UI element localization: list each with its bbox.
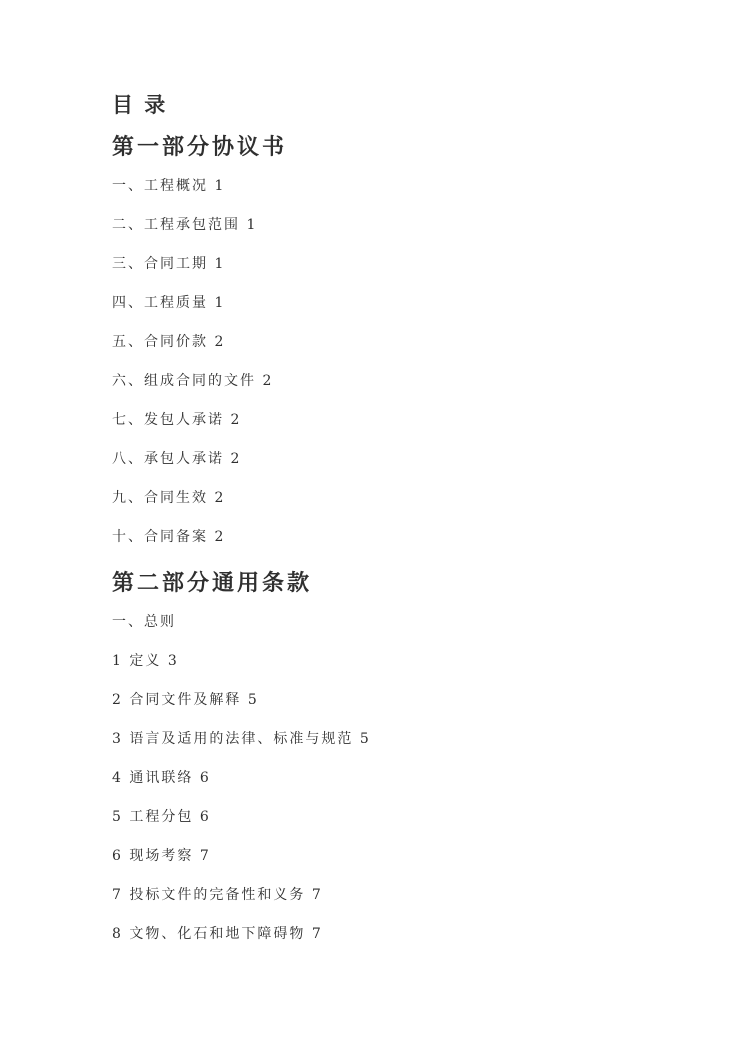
- toc-item: [112, 926, 684, 942]
- toc-item: [112, 653, 684, 669]
- toc-item-label: 九、合同生效: [112, 490, 208, 506]
- toc-item: [112, 848, 684, 864]
- section-heading-part1: 第一部分协议书: [112, 134, 288, 160]
- section-heading-part2: 第二部分通用条款: [112, 570, 313, 596]
- toc-item: [112, 178, 684, 194]
- toc-item: [112, 217, 684, 233]
- toc-item-label: 一、工程概况: [112, 178, 208, 194]
- toc-item-label: 一、总则: [112, 614, 176, 630]
- toc-item: [112, 887, 684, 903]
- toc-item-page: 6: [199, 809, 211, 825]
- toc-item-page: 2: [230, 451, 242, 467]
- toc-item: [112, 490, 684, 506]
- toc-item-label: 四、工程质量: [112, 295, 208, 311]
- toc-item: [112, 614, 684, 630]
- toc-item: [112, 451, 684, 467]
- toc-item-label: 五、合同价款: [112, 334, 208, 350]
- toc-item-label: 2 合同文件及解释: [112, 692, 242, 708]
- toc-section-part1: [112, 132, 684, 545]
- toc-item-page: 5: [247, 692, 259, 708]
- toc-item: [112, 295, 684, 311]
- toc-item-page: 5: [359, 731, 371, 747]
- toc-item-label: 十、合同备案: [112, 529, 208, 545]
- toc-item-page: 2: [214, 529, 226, 545]
- toc-item-page: 2: [262, 373, 274, 389]
- toc-item-label: 8 文物、化石和地下障碍物: [112, 926, 306, 942]
- toc-item: [112, 529, 684, 545]
- toc-item-page: 2: [214, 490, 226, 506]
- toc-item-page: 2: [230, 412, 242, 428]
- toc-item-label: 二、工程承包范围: [112, 217, 240, 233]
- toc-item: [112, 256, 684, 272]
- toc-item: [112, 770, 684, 786]
- toc-item-page: 7: [199, 848, 211, 864]
- toc-item-label: 三、合同工期: [112, 256, 208, 272]
- toc-item-label: 八、承包人承诺: [112, 451, 224, 467]
- toc-item-page: 1: [214, 256, 226, 272]
- toc-item: [112, 334, 684, 350]
- toc-item: [112, 692, 684, 708]
- toc-item-label: 3 语言及适用的法律、标准与规范: [112, 731, 354, 747]
- toc-item-page: 7: [311, 887, 323, 903]
- toc-item-page: 2: [214, 334, 226, 350]
- toc-item-page: 1: [246, 217, 258, 233]
- toc-item-label: 4 通讯联络: [112, 770, 194, 786]
- toc-item-label: 七、发包人承诺: [112, 412, 224, 428]
- toc-item-page: 1: [214, 178, 226, 194]
- table-of-contents: [112, 93, 684, 965]
- toc-item-label: 5 工程分包: [112, 809, 194, 825]
- toc-item-label: 7 投标文件的完备性和义务: [112, 887, 306, 903]
- toc-item-page: 6: [199, 770, 211, 786]
- toc-item-label: 6 现场考察: [112, 848, 194, 864]
- toc-item-label: 六、组成合同的文件: [112, 373, 256, 389]
- toc-item: [112, 373, 684, 389]
- toc-item: [112, 809, 684, 825]
- toc-item: [112, 731, 684, 747]
- toc-item: [112, 412, 684, 428]
- toc-items-part1: [112, 178, 684, 545]
- toc-item-page: 7: [311, 926, 323, 942]
- toc-item-page: 1: [214, 295, 226, 311]
- toc-section-part2: [112, 568, 684, 942]
- toc-items-part2: [112, 614, 684, 942]
- toc-item-page: 3: [167, 653, 179, 669]
- toc-item-label: 1 定义: [112, 653, 162, 669]
- toc-title: 目 录: [112, 92, 168, 117]
